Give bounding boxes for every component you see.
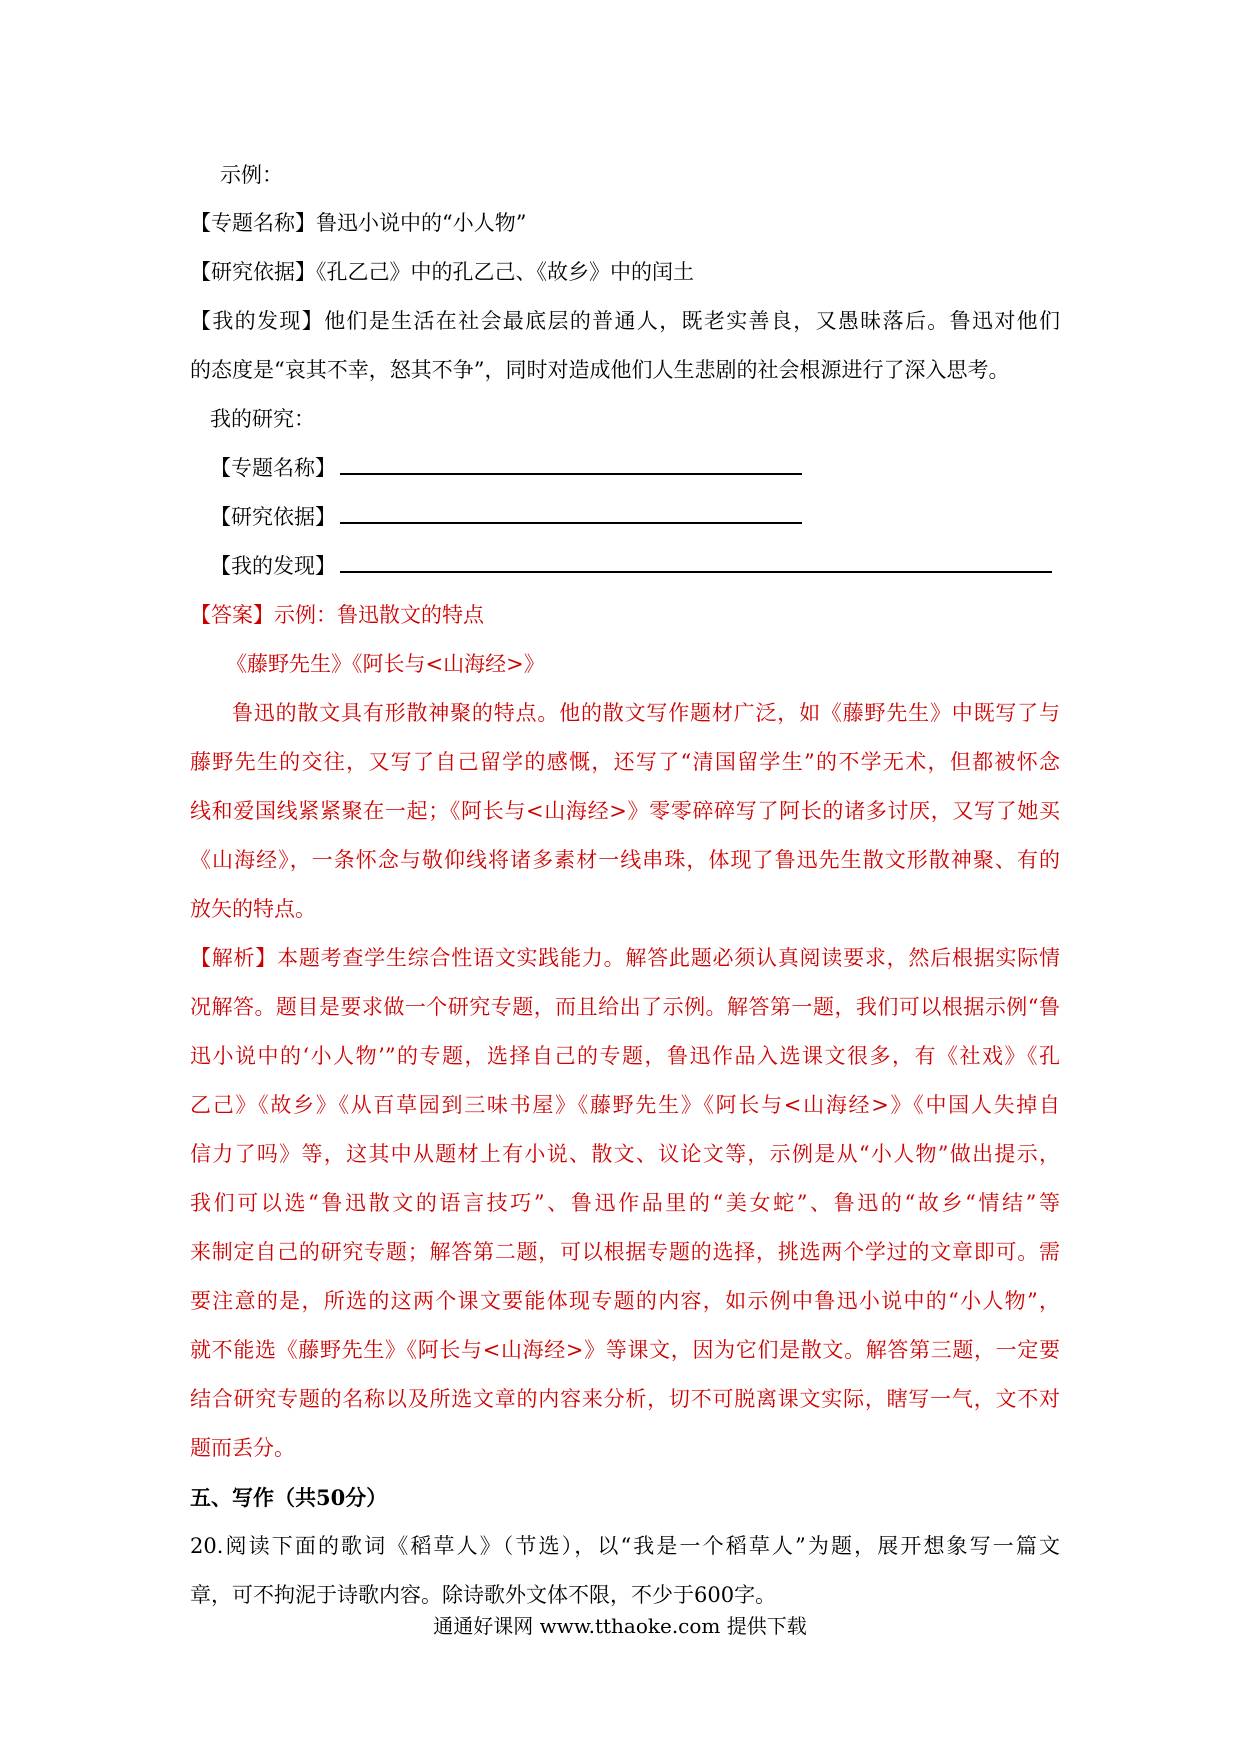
answer-line-4: 《山海经》，一条怀念与敬仰线将诸多素材一线串珠，体现了鲁迅先生散文形散神聚、有的	[190, 848, 1060, 872]
analysis-line-4: 乙己》《故乡》《从百草园到三味书屋》《藤野先生》《阿长与<山海经>》《中国人失掉自	[190, 1093, 1060, 1117]
analysis-line-9: 就不能选《藤野先生》《阿长与<山海经>》等课文，因为它们是散文。解答第三题，一定要	[190, 1338, 1060, 1362]
my-finding-label: 【我的发现】	[210, 554, 336, 578]
analysis-line-3: 迅小说中的‘小人物’”的专题，选择自己的专题，鲁迅作品入选课文很多，有《社戏》《孔	[190, 1044, 1060, 1068]
question-line-2: 章，可不拘泥于诗歌内容。除诗歌外文体不限，不少于600字。	[190, 1583, 777, 1607]
analysis-line-11: 题而丢分。	[190, 1436, 295, 1460]
analysis-line-8: 要注意的是，所选的这两个课文要能体现专题的内容，如示例中鲁迅小说中的“小人物”，	[190, 1289, 1060, 1313]
my-topic-blank[interactable]	[340, 449, 802, 475]
my-finding-blank[interactable]	[340, 547, 1052, 573]
example-basis	[190, 248, 1060, 297]
my-topic-label: 【专题名称】	[210, 456, 336, 480]
question-line-1: 20.阅读下面的歌词《稻草人》（节选），以“我是一个稻草人”为题，展开想象写一篇文	[190, 1534, 1060, 1558]
analysis-line-1	[190, 934, 1060, 983]
answer-label: 【答案】	[190, 603, 274, 627]
example-topic-value: 鲁迅小说中的“小人物”	[316, 211, 527, 235]
section-heading: 五、写作（共50分）	[190, 1485, 388, 1510]
page-footer: 通通好课网 www.tthaoke.com 提供下载	[433, 1614, 807, 1638]
answer-line-1: 鲁迅的散文具有形散神聚的特点。他的散文写作题材广泛，如《藤野先生》中既写了与	[232, 701, 1060, 725]
analysis-label: 【解析】	[190, 946, 278, 970]
example-intro: 示例：	[220, 163, 283, 187]
answer-lead-text: 示例：鲁迅散文的特点	[274, 603, 484, 627]
example-finding-text-1: 他们是生活在社会最底层的普通人，既老实善良，又愚昧落后。鲁迅对他们	[324, 309, 1061, 333]
example-topic	[190, 199, 1060, 248]
answer-line-3: 线和爱国线紧紧聚在一起；《阿长与<山海经>》零零碎碎写了阿长的诸多讨厌，又写了她买	[190, 799, 1060, 823]
my-research-intro: 我的研究：	[210, 407, 315, 431]
example-finding-label: 【我的发现】	[190, 309, 325, 333]
example-topic-label: 【专题名称】	[190, 211, 316, 235]
answer-lead	[190, 591, 1060, 640]
analysis-line-5: 信力了吗》等，这其中从题材上有小说、散文、议论文等，示例是从“小人物”做出提示，	[190, 1142, 1060, 1166]
my-finding-row	[210, 542, 1080, 591]
my-topic-row	[210, 444, 1080, 493]
analysis-text-1: 本题考查学生综合性语文实践能力。解答此题必须认真阅读要求，然后根据实际情	[277, 946, 1060, 970]
analysis-line-2: 况解答。题目是要求做一个研究专题，而且给出了示例。解答第一题，我们可以根据示例“鲁	[190, 995, 1060, 1019]
my-basis-label: 【研究依据】	[210, 505, 336, 529]
example-basis-label: 【研究依据】	[190, 260, 316, 284]
example-finding-line-2: 的态度是“哀其不幸，怒其不争”，同时对造成他们人生悲剧的社会根源进行了深入思考。	[190, 358, 1010, 382]
analysis-line-10: 结合研究专题的名称以及所选文章的内容来分析，切不可脱离课文实际，瞎写一气，文不对	[190, 1387, 1060, 1411]
answer-line-2: 藤野先生的交往，又写了自己留学的感慨，还写了“清国留学生”的不学无术，但都被怀念	[190, 750, 1060, 774]
answer-line-5: 放矢的特点。	[190, 897, 316, 921]
my-basis-row	[210, 493, 1080, 542]
my-basis-blank[interactable]	[340, 498, 802, 524]
example-basis-value: 《孔乙己》中的孔乙己、《故乡》中的闰土	[316, 260, 694, 284]
analysis-line-7: 来制定自己的研究专题；解答第二题，可以根据专题的选择，挑选两个学过的文章即可。需	[190, 1240, 1060, 1264]
analysis-line-6: 我们可以选“鲁迅散文的语言技巧”、鲁迅作品里的“美女蛇”、鲁迅的“故乡“情结”等	[190, 1191, 1060, 1215]
answer-works: 《藤野先生》《阿长与<山海经>》	[226, 652, 545, 676]
example-finding-line-1	[190, 297, 1060, 346]
